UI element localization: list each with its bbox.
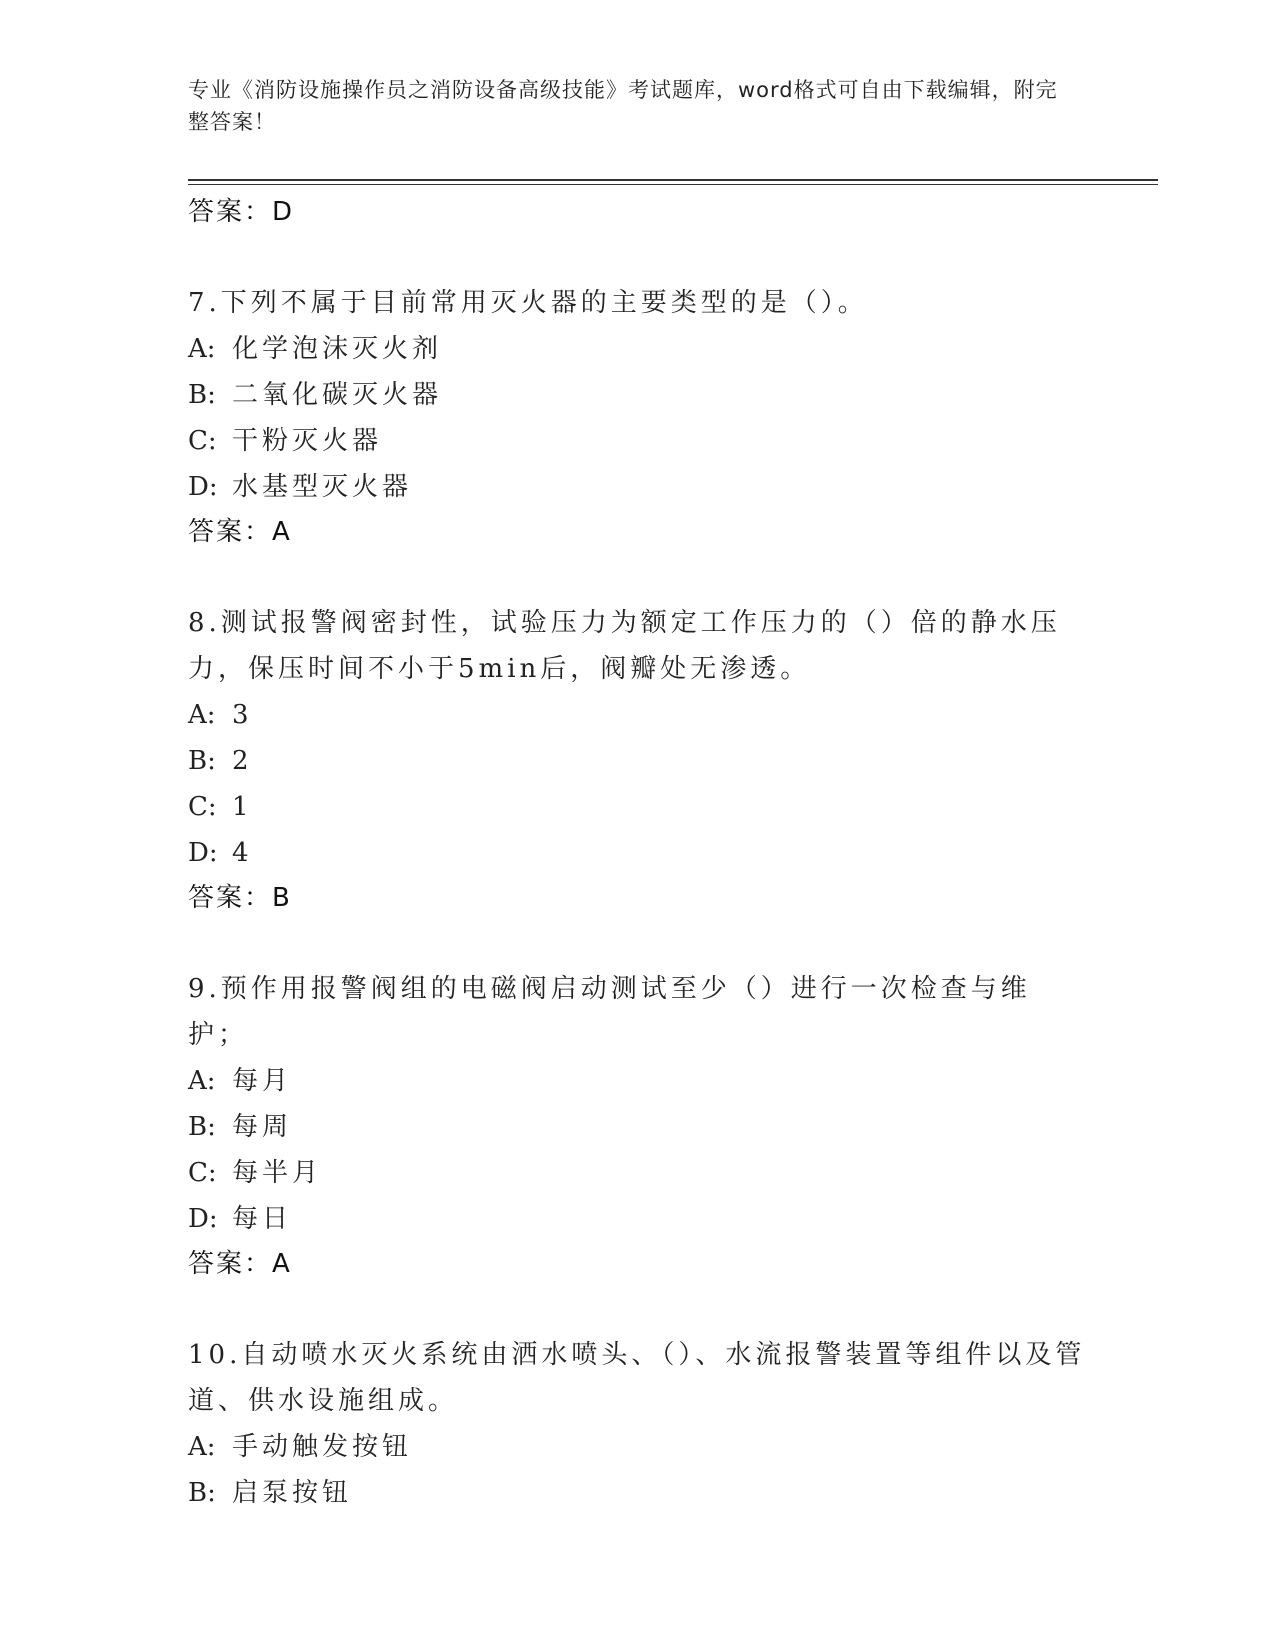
option-key: B:	[188, 1112, 216, 1142]
question-8	[188, 600, 1088, 920]
question-stem: 9.预作用报警阀组的电磁阀启动测试至少（）进行一次检查与维护；	[188, 974, 1031, 1050]
option-text: 启泵按钮	[232, 1478, 353, 1508]
option-b	[188, 738, 1088, 784]
option-d	[188, 464, 1088, 510]
option-key: D:	[188, 838, 218, 868]
question-stem: 7.下列不属于目前常用灭火器的主要类型的是（）。	[188, 288, 868, 318]
option-text: 化学泡沫灭火剂	[232, 334, 443, 364]
option-key: B:	[188, 1478, 216, 1508]
option-text: 每月	[232, 1066, 293, 1096]
option-c	[188, 1150, 1088, 1196]
question-10	[188, 1332, 1088, 1516]
option-key: A:	[188, 1432, 216, 1462]
answer-line: 答案：A	[188, 1249, 292, 1279]
option-key: D:	[188, 1204, 218, 1234]
option-text: 二氧化碳灭火器	[232, 380, 443, 410]
option-text: 3	[232, 700, 253, 730]
option-c	[188, 418, 1088, 464]
option-b	[188, 372, 1088, 418]
question-7	[188, 280, 1088, 554]
option-key: A:	[188, 334, 216, 364]
option-text: 每日	[232, 1204, 293, 1234]
question-list	[188, 190, 1088, 1516]
option-a	[188, 1058, 1088, 1104]
option-a	[188, 1424, 1088, 1470]
header-rule-thin	[188, 184, 1158, 185]
option-c	[188, 784, 1088, 830]
answer-line: 答案：A	[188, 517, 292, 547]
option-key: C:	[188, 426, 217, 456]
option-a	[188, 326, 1088, 372]
option-text: 1	[232, 792, 253, 822]
answer-line: 答案：D	[188, 197, 295, 227]
option-text: 每周	[232, 1112, 293, 1142]
option-key: A:	[188, 1066, 216, 1096]
answer-line: 答案：B	[188, 883, 292, 913]
question-stem: 10.自动喷水灭火系统由洒水喷头、（）、水流报警装置等组件以及管道、供水设施组成。	[188, 1340, 1086, 1416]
option-key: B:	[188, 746, 216, 776]
option-d	[188, 830, 1088, 876]
option-text: 2	[232, 746, 253, 776]
option-text: 干粉灭火器	[232, 426, 383, 456]
option-key: B:	[188, 380, 216, 410]
option-text: 手动触发按钮	[232, 1432, 413, 1462]
header-rule-thick	[188, 179, 1158, 181]
option-text: 每半月	[232, 1158, 323, 1188]
option-b	[188, 1470, 1088, 1516]
option-key: A:	[188, 700, 216, 730]
option-text: 水基型灭火器	[232, 472, 413, 502]
question-stem: 8.测试报警阀密封性，试验压力为额定工作压力的（）倍的静水压力，保压时间不小于5min后，阀瓣处无渗透。	[188, 608, 1061, 684]
option-key: D:	[188, 472, 218, 502]
option-text: 4	[232, 838, 253, 868]
option-a	[188, 692, 1088, 738]
option-key: C:	[188, 1158, 217, 1188]
option-d	[188, 1196, 1088, 1242]
question-9	[188, 966, 1088, 1286]
option-key: C:	[188, 792, 217, 822]
document-header: 专业《消防设施操作员之消防设备高级技能》考试题库，word格式可自由下载编辑，附完整答案！	[188, 78, 1058, 134]
option-b	[188, 1104, 1088, 1150]
